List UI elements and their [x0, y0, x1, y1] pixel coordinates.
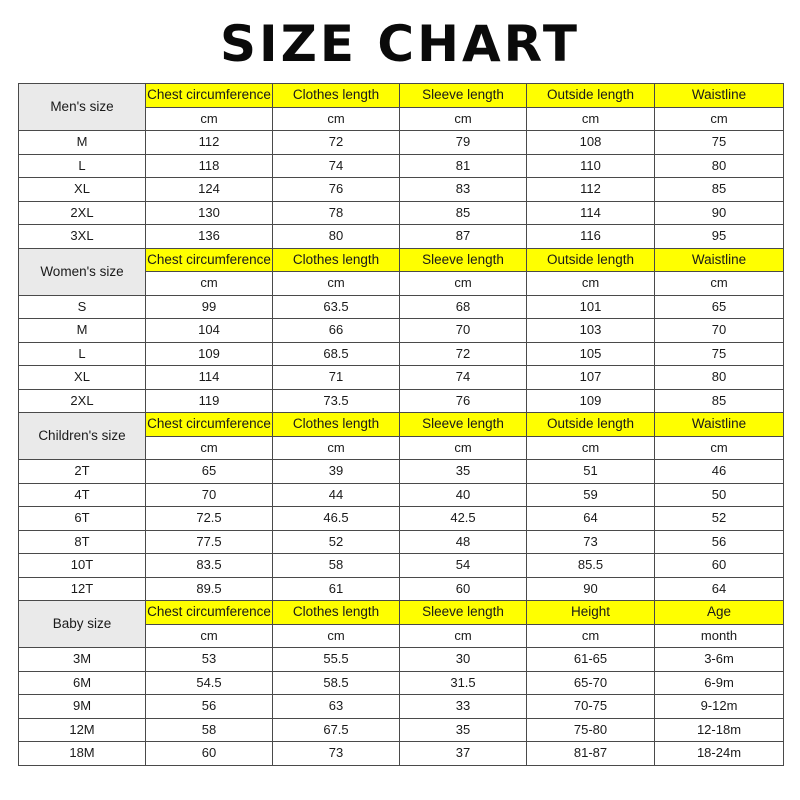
value-cell: 65	[655, 295, 784, 319]
unit-cell: cm	[146, 436, 273, 460]
size-cell: XL	[19, 178, 146, 202]
value-cell: 85	[655, 178, 784, 202]
table-row	[19, 342, 784, 366]
column-header: Clothes length	[273, 601, 400, 625]
unit-cell: cm	[146, 272, 273, 296]
column-header: Chest circumference	[146, 601, 273, 625]
size-cell: L	[19, 154, 146, 178]
unit-cell: cm	[273, 107, 400, 131]
value-cell: 105	[527, 342, 655, 366]
value-cell: 83	[400, 178, 527, 202]
section-header-row	[19, 248, 784, 272]
unit-cell: cm	[655, 107, 784, 131]
value-cell: 50	[655, 483, 784, 507]
value-cell: 108	[527, 131, 655, 155]
value-cell: 136	[146, 225, 273, 249]
value-cell: 83.5	[146, 554, 273, 578]
value-cell: 46.5	[273, 507, 400, 531]
size-cell: 4T	[19, 483, 146, 507]
value-cell: 9-12m	[655, 695, 784, 719]
size-cell: 6M	[19, 671, 146, 695]
value-cell: 66	[273, 319, 400, 343]
table-row	[19, 530, 784, 554]
value-cell: 60	[146, 742, 273, 766]
size-cell: 2XL	[19, 389, 146, 413]
column-header: Age	[655, 601, 784, 625]
value-cell: 64	[655, 577, 784, 601]
column-header: Chest circumference	[146, 413, 273, 437]
table-row	[19, 178, 784, 202]
value-cell: 35	[400, 460, 527, 484]
unit-cell: cm	[527, 107, 655, 131]
unit-cell: cm	[527, 624, 655, 648]
table-row	[19, 225, 784, 249]
value-cell: 68	[400, 295, 527, 319]
size-cell: L	[19, 342, 146, 366]
section-label-baby-size: Baby size	[19, 601, 146, 648]
value-cell: 63	[273, 695, 400, 719]
unit-cell: cm	[146, 624, 273, 648]
value-cell: 58	[146, 718, 273, 742]
value-cell: 124	[146, 178, 273, 202]
column-header: Outside length	[527, 248, 655, 272]
value-cell: 73	[527, 530, 655, 554]
table-row	[19, 742, 784, 766]
column-header: Outside length	[527, 84, 655, 108]
value-cell: 74	[273, 154, 400, 178]
table-row	[19, 201, 784, 225]
value-cell: 48	[400, 530, 527, 554]
value-cell: 56	[655, 530, 784, 554]
size-chart-table	[18, 83, 784, 766]
value-cell: 114	[527, 201, 655, 225]
value-cell: 75	[655, 342, 784, 366]
section-label-men-s-size: Men's size	[19, 84, 146, 131]
value-cell: 103	[527, 319, 655, 343]
value-cell: 116	[527, 225, 655, 249]
value-cell: 70	[655, 319, 784, 343]
value-cell: 79	[400, 131, 527, 155]
column-header: Chest circumference	[146, 248, 273, 272]
table-row	[19, 319, 784, 343]
table-row	[19, 295, 784, 319]
value-cell: 67.5	[273, 718, 400, 742]
value-cell: 104	[146, 319, 273, 343]
value-cell: 54.5	[146, 671, 273, 695]
value-cell: 80	[273, 225, 400, 249]
table-row	[19, 366, 784, 390]
value-cell: 73	[273, 742, 400, 766]
value-cell: 80	[655, 154, 784, 178]
value-cell: 118	[146, 154, 273, 178]
size-cell: 6T	[19, 507, 146, 531]
value-cell: 60	[400, 577, 527, 601]
value-cell: 70-75	[527, 695, 655, 719]
value-cell: 37	[400, 742, 527, 766]
table-row	[19, 483, 784, 507]
table-row	[19, 460, 784, 484]
value-cell: 109	[146, 342, 273, 366]
value-cell: 39	[273, 460, 400, 484]
value-cell: 87	[400, 225, 527, 249]
page-title: SIZE CHART	[219, 15, 581, 73]
column-header: Clothes length	[273, 84, 400, 108]
value-cell: 109	[527, 389, 655, 413]
value-cell: 65-70	[527, 671, 655, 695]
value-cell: 63.5	[273, 295, 400, 319]
value-cell: 64	[527, 507, 655, 531]
section-header-row	[19, 601, 784, 625]
unit-cell: cm	[527, 436, 655, 460]
table-row	[19, 577, 784, 601]
value-cell: 77.5	[146, 530, 273, 554]
value-cell: 52	[273, 530, 400, 554]
value-cell: 60	[655, 554, 784, 578]
column-header: Height	[527, 601, 655, 625]
table-row	[19, 648, 784, 672]
value-cell: 78	[273, 201, 400, 225]
section-label-women-s-size: Women's size	[19, 248, 146, 295]
column-header: Clothes length	[273, 413, 400, 437]
value-cell: 72	[400, 342, 527, 366]
value-cell: 40	[400, 483, 527, 507]
column-header: Clothes length	[273, 248, 400, 272]
unit-cell: cm	[273, 436, 400, 460]
section-label-children-s-size: Children's size	[19, 413, 146, 460]
value-cell: 119	[146, 389, 273, 413]
value-cell: 101	[527, 295, 655, 319]
size-cell: XL	[19, 366, 146, 390]
unit-cell: cm	[655, 436, 784, 460]
value-cell: 51	[527, 460, 655, 484]
unit-cell: cm	[273, 272, 400, 296]
column-header: Waistline	[655, 84, 784, 108]
value-cell: 42.5	[400, 507, 527, 531]
table-row	[19, 389, 784, 413]
value-cell: 61-65	[527, 648, 655, 672]
value-cell: 33	[400, 695, 527, 719]
value-cell: 68.5	[273, 342, 400, 366]
unit-cell: cm	[400, 436, 527, 460]
column-header: Sleeve length	[400, 248, 527, 272]
value-cell: 6-9m	[655, 671, 784, 695]
value-cell: 31.5	[400, 671, 527, 695]
unit-cell: cm	[400, 272, 527, 296]
column-header: Sleeve length	[400, 601, 527, 625]
size-cell: 3M	[19, 648, 146, 672]
value-cell: 46	[655, 460, 784, 484]
value-cell: 61	[273, 577, 400, 601]
value-cell: 75-80	[527, 718, 655, 742]
table-row	[19, 718, 784, 742]
value-cell: 112	[146, 131, 273, 155]
value-cell: 52	[655, 507, 784, 531]
column-header: Outside length	[527, 413, 655, 437]
value-cell: 30	[400, 648, 527, 672]
unit-cell: cm	[655, 272, 784, 296]
unit-cell: cm	[273, 624, 400, 648]
value-cell: 130	[146, 201, 273, 225]
value-cell: 114	[146, 366, 273, 390]
unit-cell: cm	[400, 107, 527, 131]
size-cell: 2XL	[19, 201, 146, 225]
value-cell: 73.5	[273, 389, 400, 413]
value-cell: 53	[146, 648, 273, 672]
value-cell: 56	[146, 695, 273, 719]
column-header: Sleeve length	[400, 413, 527, 437]
table-row	[19, 131, 784, 155]
size-cell: 12M	[19, 718, 146, 742]
unit-cell: month	[655, 624, 784, 648]
size-cell: M	[19, 319, 146, 343]
size-cell: 8T	[19, 530, 146, 554]
value-cell: 90	[655, 201, 784, 225]
section-header-row	[19, 84, 784, 108]
value-cell: 35	[400, 718, 527, 742]
unit-cell: cm	[527, 272, 655, 296]
value-cell: 18-24m	[655, 742, 784, 766]
value-cell: 72.5	[146, 507, 273, 531]
unit-cell: cm	[146, 107, 273, 131]
value-cell: 80	[655, 366, 784, 390]
value-cell: 76	[400, 389, 527, 413]
value-cell: 65	[146, 460, 273, 484]
column-header: Waistline	[655, 248, 784, 272]
value-cell: 71	[273, 366, 400, 390]
value-cell: 70	[400, 319, 527, 343]
value-cell: 107	[527, 366, 655, 390]
value-cell: 75	[655, 131, 784, 155]
value-cell: 81	[400, 154, 527, 178]
value-cell: 54	[400, 554, 527, 578]
value-cell: 12-18m	[655, 718, 784, 742]
column-header: Sleeve length	[400, 84, 527, 108]
size-cell: S	[19, 295, 146, 319]
value-cell: 55.5	[273, 648, 400, 672]
column-header: Waistline	[655, 413, 784, 437]
table-row	[19, 554, 784, 578]
section-header-row	[19, 413, 784, 437]
table-row	[19, 695, 784, 719]
value-cell: 3-6m	[655, 648, 784, 672]
table-row	[19, 507, 784, 531]
value-cell: 112	[527, 178, 655, 202]
value-cell: 72	[273, 131, 400, 155]
value-cell: 85.5	[527, 554, 655, 578]
value-cell: 85	[400, 201, 527, 225]
column-header: Chest circumference	[146, 84, 273, 108]
value-cell: 74	[400, 366, 527, 390]
size-cell: 10T	[19, 554, 146, 578]
unit-cell: cm	[400, 624, 527, 648]
value-cell: 90	[527, 577, 655, 601]
value-cell: 76	[273, 178, 400, 202]
table-row	[19, 671, 784, 695]
table-row	[19, 154, 784, 178]
value-cell: 99	[146, 295, 273, 319]
size-cell: 3XL	[19, 225, 146, 249]
value-cell: 85	[655, 389, 784, 413]
value-cell: 59	[527, 483, 655, 507]
value-cell: 110	[527, 154, 655, 178]
value-cell: 70	[146, 483, 273, 507]
size-cell: 12T	[19, 577, 146, 601]
size-cell: 18M	[19, 742, 146, 766]
value-cell: 44	[273, 483, 400, 507]
value-cell: 58	[273, 554, 400, 578]
value-cell: 81-87	[527, 742, 655, 766]
value-cell: 95	[655, 225, 784, 249]
size-cell: M	[19, 131, 146, 155]
size-cell: 9M	[19, 695, 146, 719]
value-cell: 89.5	[146, 577, 273, 601]
value-cell: 58.5	[273, 671, 400, 695]
size-cell: 2T	[19, 460, 146, 484]
